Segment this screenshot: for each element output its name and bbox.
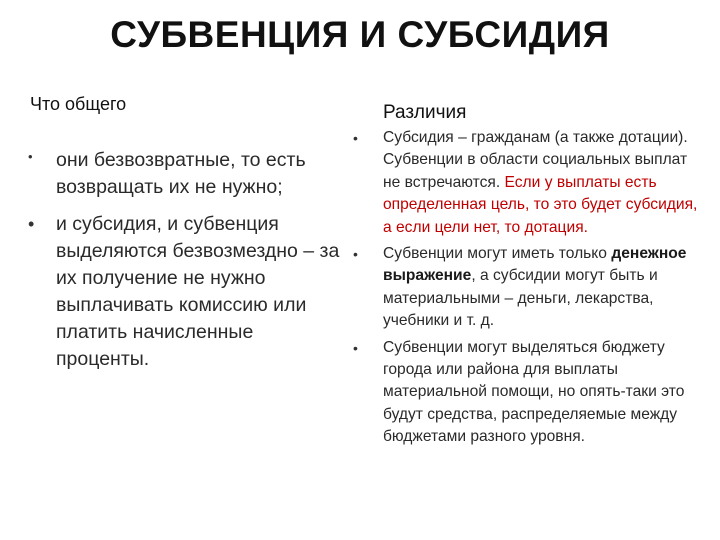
difference-item-text: Субвенции могут выделяться бюджету города или района для выплаты материальной помощи, но опять-таки это будут средства, распределяемые между бюджетами разного уровня. <box>383 338 685 446</box>
slide-title: СУБВЕНЦИЯ И СУБСИДИЯ <box>110 14 610 55</box>
bullet-icon: • <box>28 214 35 234</box>
bullet-icon: • <box>353 339 358 356</box>
bullet-icon: • <box>353 246 358 263</box>
list-item <box>350 243 700 333</box>
bullet-icon: • <box>28 149 33 164</box>
common-heading: Что общего <box>30 94 127 114</box>
common-item-text: и субсидия, и субвенция выделяются безвозмездно – за их получение не нужно выплачивать комиссию или платить начисленные проценты. <box>56 213 340 370</box>
list-item <box>22 211 342 373</box>
list-item <box>350 337 700 449</box>
difference-item-text: Субсидия – гражданам (а также дотации). Субвенции в области социальных выплат не встречаются. <box>383 129 688 191</box>
difference-item-text: Субвенции могут иметь только <box>383 245 607 263</box>
bullet-icon: • <box>353 130 358 146</box>
emphasized-term: денежное выражение <box>383 245 687 285</box>
common-item-text: они безвозвратные, то есть возвращать их не нужно; <box>56 149 306 198</box>
highlighted-note: Если у выплаты есть определенная цель, то это будет субсидия, а если цели нет, то дотация. <box>383 173 698 236</box>
differences-heading: Различия <box>383 102 467 123</box>
difference-item-text: , а субсидии могут быть и материальными – деньги, лекарства, учебники и т. д. <box>383 267 658 330</box>
differences-list <box>350 127 700 453</box>
list-item <box>22 147 342 201</box>
list-item <box>350 127 700 239</box>
common-list <box>22 147 342 383</box>
